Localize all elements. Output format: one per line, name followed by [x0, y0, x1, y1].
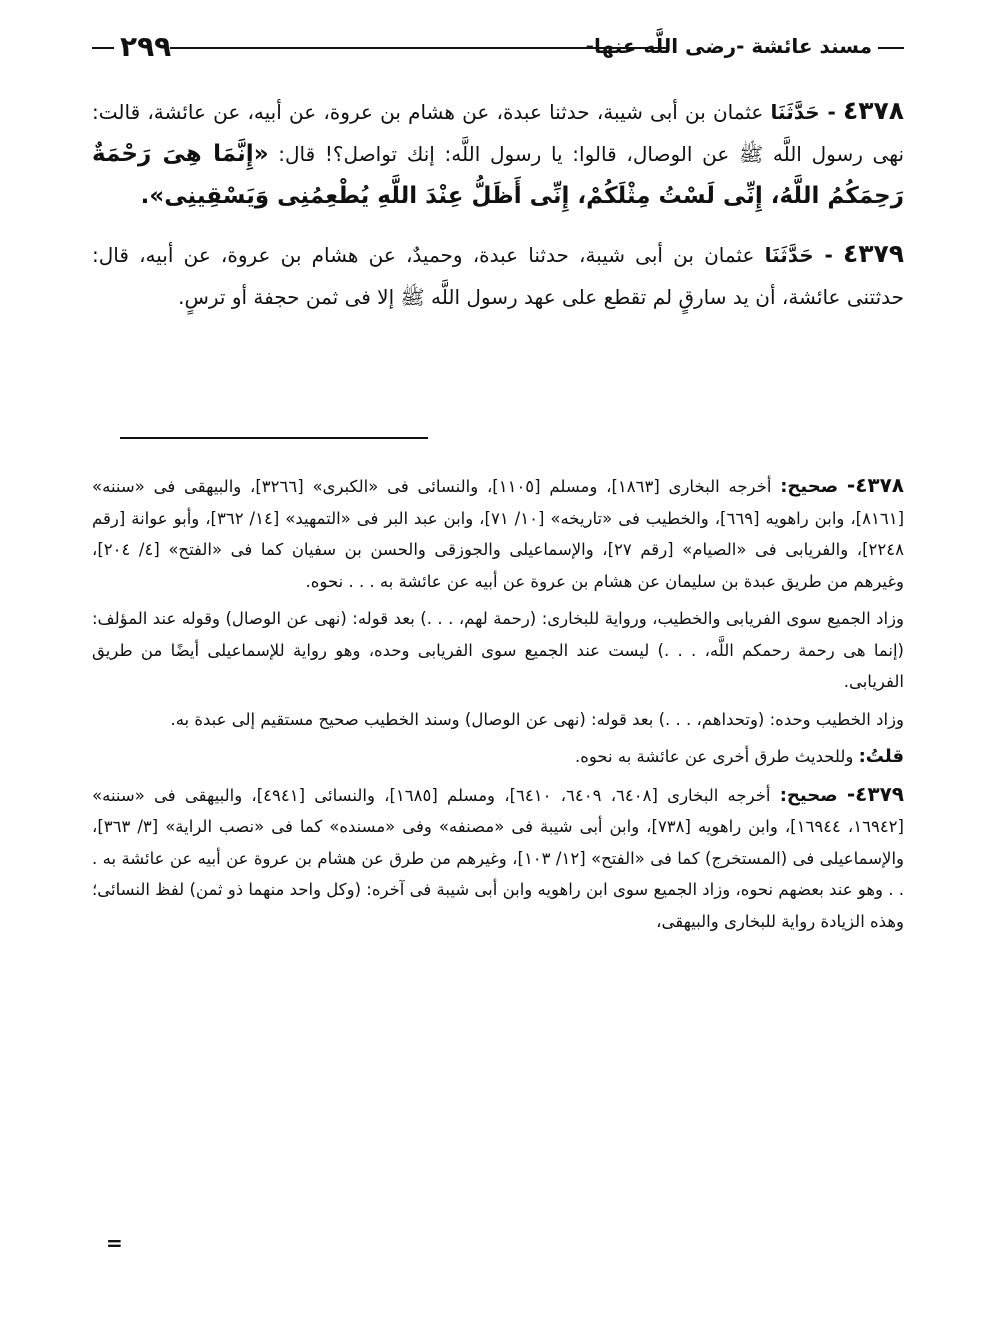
- note-qult: [92, 741, 904, 773]
- footnote-separator: [120, 437, 428, 439]
- continuation-mark: =: [106, 1231, 123, 1255]
- note-4379: [92, 779, 904, 938]
- running-header: [92, 28, 904, 68]
- note-text: أخرجه البخارى [١٨٦٣]، ومسلم [١١٠٥]، والنسائى فى «الكبرى» [٣٢٦٦]، والبيهقى فى «سننه» [٨١٦١]، وابن راهويه [٦٦٩]، والخطيب فى «تاريخه» [١٠/ ٧١]، وابن عبد البر فى «التمهيد» [١٤/ ٣٦٢]، وأبو عوانة [رقم ٢٢٤٨]، والفريابى فى «الصيام» [رقم ٢٧]، والإسماعيلى والجوزقى والحسن بن سفيان كما فى «الفتح» [٤/ ٢٠٤]، وغيرهم من طريق عبدة بن سليمان عن هشام بن عروة عن أبيه عن عائشة به . . . نحوه.: [92, 477, 904, 591]
- note-4378: [92, 470, 904, 597]
- page-number: ٢٩٩: [120, 30, 172, 63]
- hadith-number: ٤٣٧٩: [842, 239, 905, 268]
- hadith-verb: - حَدَّثَنَا: [770, 100, 836, 124]
- header-rule: [170, 47, 668, 49]
- header-title: مسند عائشة -رضى اللَّه عنها-: [585, 34, 872, 58]
- note-text: أخرجه البخارى [٦٤٠٨، ٦٤٠٩، ٦٤١٠]، ومسلم [١٦٨٥]، والنسائى [٤٩٤١]، والبيهقى فى «سننه» [١٦٩٤٢، ١٦٩٤٤]، وابن راهويه [٧٣٨]، وابن أبى شيبة فى «مصنفه» وفى «مسنده» كما فى «نصب الراية» [٣/ ٣٦٣]، والإسماعيلى فى (المستخرج) كما فى «الفتح» [١٢/ ١٠٣]، وغيرهم من طرق عن هشام بن عروة عن أبيه عن عائشة به . . . وهو عند بعضهم نحوه، وزاد الجميع سوى ابن راهويه وابن أبى شيبة فى آخره: (وكل واحد منهما ذو ثمن) لفظ النسائى؛ وهذه الزيادة رواية للبخارى والبيهقى،: [92, 785, 904, 931]
- note-number: ٤٣٧٨-: [846, 473, 905, 497]
- hadith-number: ٤٣٧٨: [842, 96, 905, 125]
- hadith-4378: [92, 90, 904, 217]
- header-dash-left: [92, 47, 114, 49]
- note-4378-para3: وزاد الخطيب وحده: (وتحداهم، . . .) بعد قوله: (نهى عن الوصال) وسند الخطيب صحيح مستقيم إلى عبدة به.: [170, 709, 904, 729]
- note-grade: صحيح:: [779, 784, 838, 806]
- note-4378-para2: وزاد الجميع سوى الفريابى والخطيب، ورواية للبخارى: (رحمة لهم، . . .) بعد قوله: (نهى عن الوصال) وقوله عند المؤلف: (إنما هى رحمة رحمكم اللَّه، . . .) ليست عند الجميع سوى الفريابى وحده، وهو رواية للإسماعيلى أيضًا من طريق الفريابى.: [92, 609, 904, 691]
- qult-label: قلتُ:: [858, 746, 904, 767]
- footnotes: [92, 470, 904, 943]
- note-grade: صحيح:: [780, 476, 839, 497]
- qult-text: وللحديث طرق أخرى عن عائشة به نحوه.: [574, 747, 854, 766]
- hadith-quote: «إِنَّمَا هِىَ رَحْمَةٌ رَحِمَكُمُ اللَّهُ، إِنِّى لَسْتُ مِثْلَكُمْ، إِنِّى أَظَلُّ عِنْدَ اللَّهِ يُطْعِمُنِى وَيَسْقِينِى».: [92, 141, 904, 209]
- hadith-isnad: عثمان بن أبى شيبة، حدثنا عبدة، عن هشام بن عروة، عن أبيه، عن عائشة، قالت: نهى رسول اللَّه ﷺ عن الوصال، قالوا: يا رسول اللَّه: إنك تواصل؟! قال:: [92, 100, 905, 166]
- hadith-verb: - حَدَّثَنَا: [764, 243, 833, 267]
- hadith-4379: [92, 233, 904, 318]
- hadith-text: عثمان بن أبى شيبة، حدثنا عبدة، وحميدٌ، عن هشام بن عروة، عن أبيه، قال: حدثتنى عائشة، أن يد سارقٍ لم تقطع على عهد رسول اللَّه ﷺ إلا فى ثمن حجفة أو ترسٍ.: [92, 243, 904, 309]
- header-dash-right: [878, 47, 904, 49]
- note-number: ٤٣٧٩-: [846, 781, 904, 806]
- main-text: [92, 90, 904, 334]
